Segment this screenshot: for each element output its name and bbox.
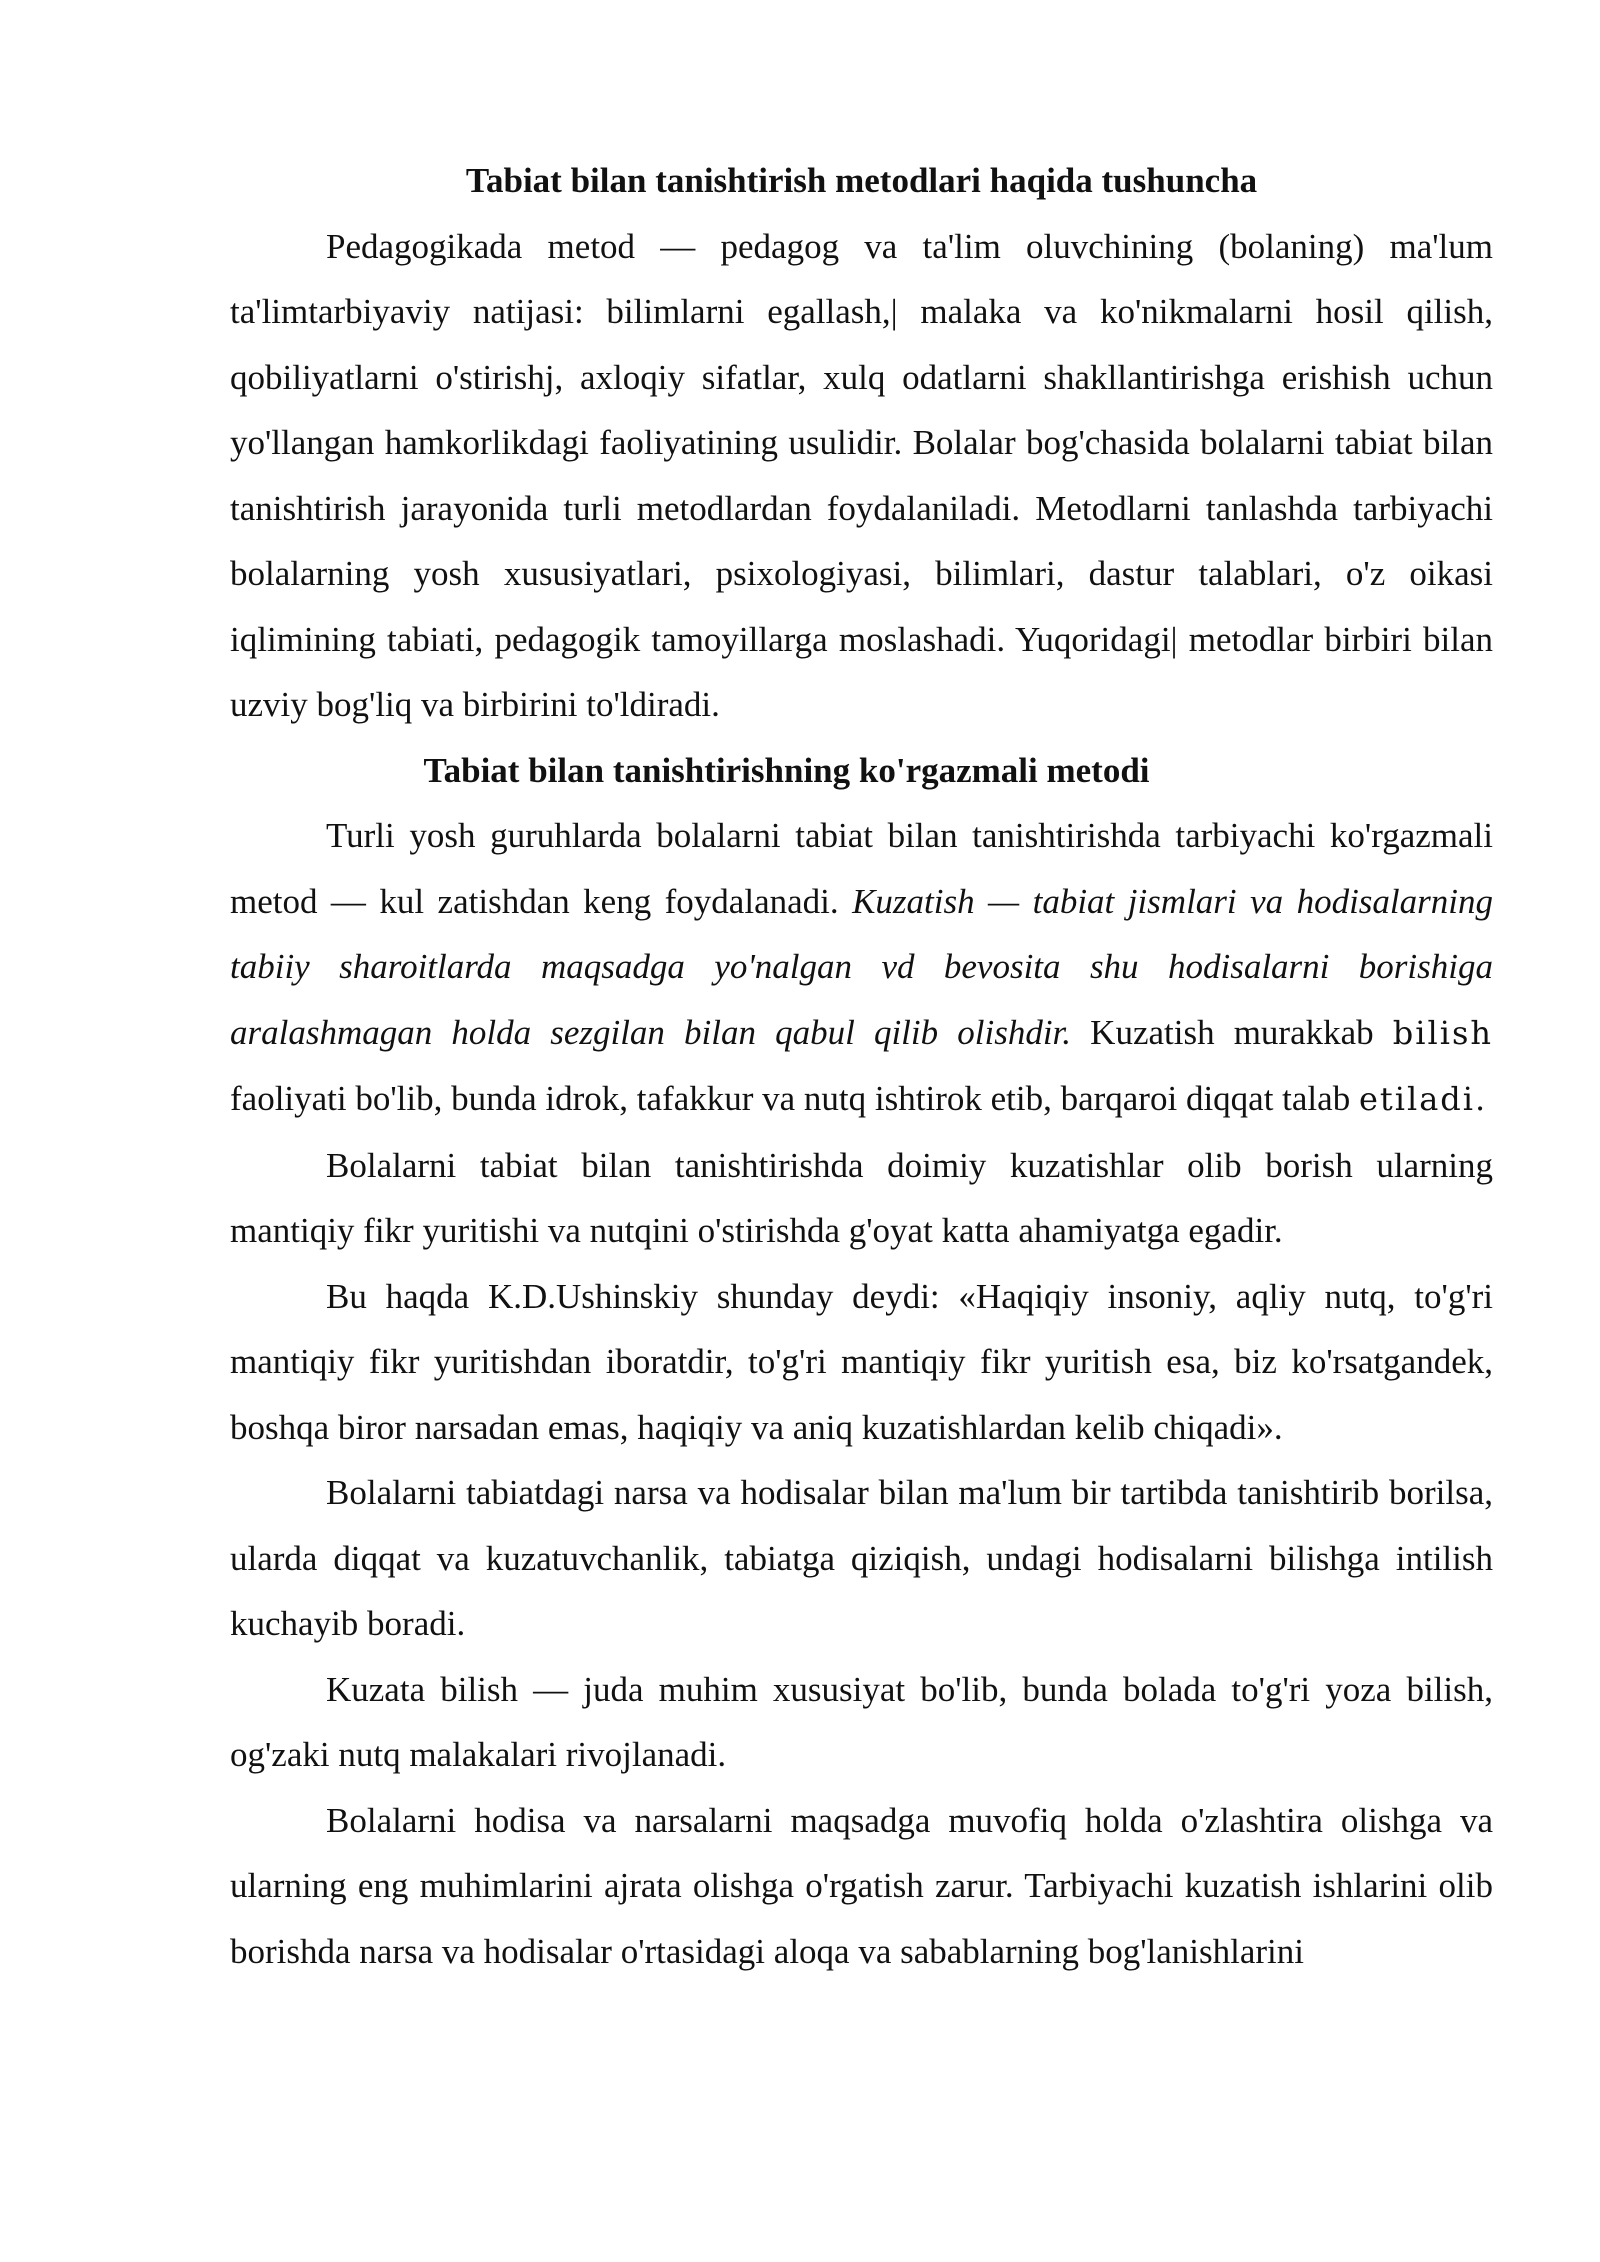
paragraph-observation [230, 803, 1493, 1133]
paragraph-ushinsky-quote: Bu haqda K.D.Ushinskiy shunday deydi: «Haqiqiy insoniy, aqliy nutq, to'g'ri mantiqiy fikr yuritishdan iboratdir, to'g'ri mantiqiy fikr yuritish esa, biz ko'rsatgandek, boshqa biror narsadan emas, haqiqiy va aniq kuzatishlardan kelib chiqadi». [230, 1276, 1493, 1447]
paragraph-teaching-children: Bolalarni hodisa va narsalarni maqsadga muvofiq holda o'zlashtira olishga va ularning eng muhimlarini ajrata olishga o'rgatish zarur. Tarbiyachi kuzatish ishlarini olib borishda narsa va hodisalar o'rtasidagi aloqa va sabablarning bog'lanishlarini [230, 1800, 1493, 1971]
paragraph-constant-observation: Bolalarni tabiat bilan tanishtirishda doimiy kuzatishlar olib borish ularning mantiqiy fikr yuritishi va nutqini o'stirishda g'oyat katta ahamiyatga egadir. [230, 1145, 1493, 1250]
section-heading-visual-method: Tabiat bilan tanishtirishning ko'rgazmali metodi [423, 750, 1150, 790]
observation-text-2: faoliyati bo'lib, bunda idrok, tafakkur va nutq ishtirok etib, barqaroi diqqat talab [230, 1079, 1351, 1118]
document-page [230, 148, 1493, 1984]
observation-spaced-word-2: etiladi. [1358, 1080, 1488, 1118]
observation-spaced-word-1: bilish [1392, 1013, 1493, 1052]
observation-definition-italic: Kuzatish — tabiat jismlari va hodisalarning tabiiy sharoitlarda maqsadga yo'nalgan vd bevosita shu hodisalarni borishiga aralashmagan holda sezgilan bilan qabul qilib olishdir. [230, 881, 1493, 1052]
paragraph-attention: Bolalarni tabiatdagi narsa va hodisalar bilan ma'lum bir tartibda tanishtirib borilsa, ularda diqqat va kuzatuvchanlik, tabiatga qiziqish, undagi hodisalarni bilishga intilish kuchayib boradi. [230, 1473, 1493, 1643]
paragraph-method-definition: Pedagogikada metod — pedagog va ta'lim oluvchining (bolaning) ma'lum ta'limtarbiyaviy natijasi: bilimlarni egallash,| malaka va ko'nikmalarni hosil qilish, qobiliyatlarni o'stirishj, axloqiy sifatlar, xulq odatlarni shakllantirishga erishish uchun yo'llangan hamkorlikdagi faoliyatining usulidir. Bolalar bog'chasida bolalarni tabiat bilan tanishtirish jarayonida turli metodlardan foydalaniladi. Metodlarni tanlashda tarbiyachi bolalarning yosh xususiyatlari, psixologiyasi, bilimlari, dastur talablari, o'z oikasi iqlimining tabiati, pedagogik tamoyillarga moslashadi. Yuqoridagi| metodlar birbiri bilan uzviy bog'liq va birbirini to'ldiradi. [230, 226, 1493, 724]
observation-text-1: Kuzatish murakkab [1090, 1012, 1374, 1052]
section-heading-methods: Tabiat bilan tanishtirish metodlari haqida tushuncha [465, 161, 1258, 200]
paragraph-observation-skill: Kuzata bilish — juda muhim xususiyat bo'lib, bunda bolada to'g'ri yoza bilish, og'zaki nutq malakalari rivojlanadi. [230, 1669, 1493, 1774]
observation-intro: Turli yosh guruhlarda bolalarni tabiat bilan tanishtirishda tarbiyachi ko'rgazmali metod — kul zatishdan keng foydalanadi. [230, 816, 1493, 921]
